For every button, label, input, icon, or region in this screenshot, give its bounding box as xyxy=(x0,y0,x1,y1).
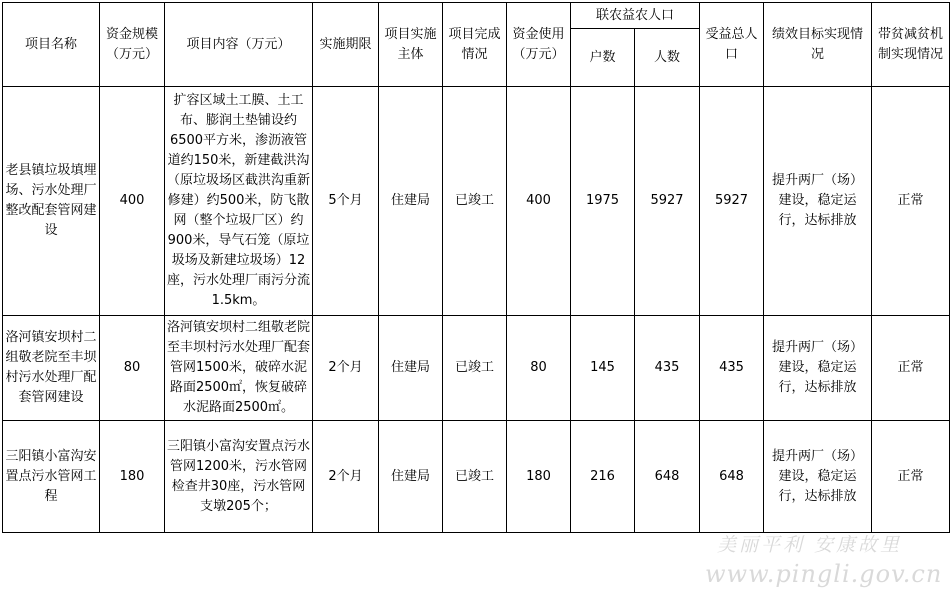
beneficiaries: 5927 xyxy=(700,87,764,316)
performance: 提升两厂（场）建设，稳定运行，达标排放 xyxy=(764,87,872,316)
beneficiaries: 435 xyxy=(700,316,764,421)
persons: 435 xyxy=(635,316,700,421)
header-content: 项目内容（万元） xyxy=(165,3,313,87)
persons: 648 xyxy=(635,421,700,533)
status: 已竣工 xyxy=(443,316,507,421)
period: 2个月 xyxy=(313,316,379,421)
header-owner: 项目实施主体 xyxy=(379,3,443,87)
project-content: 三阳镇小富沟安置点污水管网1200米，污水管网检查井30座，污水管网支墩205个； xyxy=(165,421,313,533)
header-name: 项目名称 xyxy=(3,3,100,87)
header-beneficiaries: 受益总人口 xyxy=(700,3,764,87)
header-mechanism: 带贫减贫机制实现情况 xyxy=(872,3,950,87)
project-name: 洛河镇安坝村二组敬老院至丰坝村污水处理厂配套管网建设 xyxy=(3,316,100,421)
mechanism: 正常 xyxy=(872,316,950,421)
period: 2个月 xyxy=(313,421,379,533)
persons: 5927 xyxy=(635,87,700,316)
header-period: 实施期限 xyxy=(313,3,379,87)
fund-scale: 180 xyxy=(100,421,165,533)
beneficiaries: 648 xyxy=(700,421,764,533)
project-name: 老县镇垃圾填埋场、污水处理厂整改配套管网建设 xyxy=(3,87,100,316)
fund-scale: 80 xyxy=(100,316,165,421)
performance: 提升两厂（场）建设，稳定运行，达标排放 xyxy=(764,421,872,533)
header-scale: 资金规模（万元） xyxy=(100,3,165,87)
mechanism: 正常 xyxy=(872,421,950,533)
households: 1975 xyxy=(571,87,635,316)
period: 5个月 xyxy=(313,87,379,316)
header-fund-use: 资金使用（万元） xyxy=(507,3,571,87)
owner: 住建局 xyxy=(379,316,443,421)
header-persons: 人数 xyxy=(635,29,700,87)
mechanism: 正常 xyxy=(872,87,950,316)
households: 145 xyxy=(571,316,635,421)
watermark-slogan: 美丽平利 安康故里 xyxy=(717,534,903,556)
project-name: 三阳镇小富沟安置点污水管网工程 xyxy=(3,421,100,533)
project-content: 洛河镇安坝村二组敬老院至丰坝村污水处理厂配套管网1500米，破碎水泥路面2500㎡，恢复破碎水泥路面2500㎡。 xyxy=(165,316,313,421)
table-row xyxy=(3,316,950,421)
header-linked-group: 联农益农人口 xyxy=(571,3,700,29)
households: 216 xyxy=(571,421,635,533)
header-status: 项目完成情况 xyxy=(443,3,507,87)
table-row xyxy=(3,421,950,533)
performance: 提升两厂（场）建设，稳定运行，达标排放 xyxy=(764,316,872,421)
project-content: 扩容区域土工膜、土工布、膨润土垫铺设约6500平方米，渗沥液管道约150米，新建截洪沟（原垃圾场区截洪沟重新修建）约500米，防飞散网（整个垃圾厂区）约900米，导气石笼（原垃圾场及新建垃圾场）12座，污水处理厂雨污分流1.5km。 xyxy=(165,87,313,316)
header-performance: 绩效目标实现情况 xyxy=(764,3,872,87)
table-row xyxy=(3,87,950,316)
status: 已竣工 xyxy=(443,87,507,316)
fund-scale: 400 xyxy=(100,87,165,316)
fund-use: 180 xyxy=(507,421,571,533)
owner: 住建局 xyxy=(379,421,443,533)
watermark-url: www.pingli.gov.cn xyxy=(705,560,943,588)
header-households: 户数 xyxy=(571,29,635,87)
fund-use: 400 xyxy=(507,87,571,316)
owner: 住建局 xyxy=(379,87,443,316)
project-table xyxy=(2,2,950,533)
fund-use: 80 xyxy=(507,316,571,421)
status: 已竣工 xyxy=(443,421,507,533)
